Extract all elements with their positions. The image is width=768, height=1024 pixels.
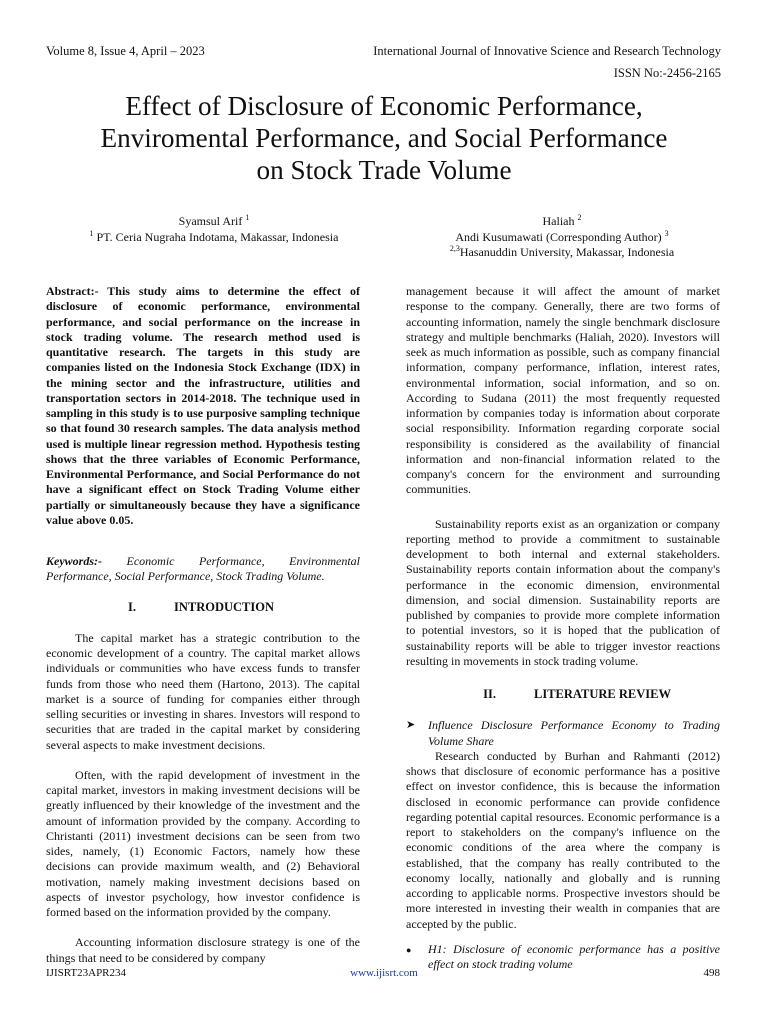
author-block-left	[46, 214, 382, 245]
paragraph: Accounting information disclosure strategy is one of the things that need to be considered by company	[46, 935, 360, 965]
page-number: 498	[703, 967, 720, 979]
footer-website-link[interactable]: www.ijisrt.com	[350, 967, 418, 979]
right-column	[406, 284, 720, 972]
running-header-right: International Journal of Innovative Science and Research Technology	[373, 44, 721, 58]
section-title: INTRODUCTION	[174, 599, 275, 614]
section-number: II.	[483, 687, 496, 701]
title-line-2: Enviromental Performance, and Social Performance	[100, 123, 668, 153]
author-name: Syamsul Arif $^1$	[178, 213, 250, 228]
keywords-label: Keywords:-	[46, 554, 102, 568]
section-title: LITERATURE REVIEW	[534, 687, 671, 701]
author-affiliation: $^1$ PT. Ceria Nugraha Indotama, Makassar, Indonesia	[89, 228, 339, 244]
author-name: Haliah $^2$	[542, 213, 582, 228]
keywords	[46, 554, 360, 585]
abstract: Abstract:- This study aims to determine the effect of disclosure of economic performance, environmental performance, and social performance on the increase in stock trading volume. The research method used is quantitative research. The targets in this study are companies listed on the Indonesia Stock Exchange (IDX) in the mining sector and the infrastructure, utilities and transportation sectors in 2014-2018. The technique used in sampling in this study is to use purposive sampling technique so that found 30 research samples. The data analysis method used is multiple linear regression method. Hypothesis testing shows that the three variables of Economic Performance, Environmental Performance, and Social Performance do not have a significant effect on Stock Trading Volume either partially or simultaneously because they have a significance value above 0.05.	[46, 284, 360, 527]
subsection-heading	[406, 718, 720, 749]
left-column	[46, 284, 360, 981]
title-line-3: on Stock Trade Volume	[256, 155, 512, 185]
author-block-right	[394, 214, 730, 261]
paragraph: management because it will affect the amount of market response to the company. Generally, there are two forms of accounting information, namely the single benchmark disclosure strategy and multiple benchmarks (Haliah, 2020). Investors will seek as much information as possible, such as company financial information, company performance, inflation, interest rates, environmental information, social information, and so on. According to Sudana (2011) the most frequently requested information by companies today is information about corporate social responsibility. Information regarding corporate social responsibility is considered as the availability of financial information and non-financial information related to the company's concern for the environment and surrounding communities.	[406, 284, 720, 497]
footer-left: IJISRT23APR234	[46, 967, 127, 979]
arrow-bullet-icon: ➤	[406, 719, 416, 732]
issn: ISSN No:-2456-2165	[613, 66, 721, 80]
section-heading-introduction	[46, 600, 360, 615]
paragraph: The capital market has a strategic contribution to the economic development of a country. The capital market allows individuals or communities who have excess funds to transfer funds from those who need them (Hartono, 2013). The capital market is a source of funding for companies either through selling securities or investing in shares. Investors will respond to securities that are traded in the capital market by considering several aspects to make investment decisions.	[46, 630, 360, 752]
section-heading-literature-review	[406, 687, 720, 702]
author-name: Andi Kusumawati (Corresponding Author) $^3$	[455, 228, 669, 244]
keywords-text: Economic Performance, Environmental Performance, Social Performance, Stock Trading Volume.	[46, 554, 360, 584]
paragraph: Sustainability reports exist as an organization or company reporting method to provide a commitment to sustainable development to both internal and external stakeholders. Sustainability reports contain information about the company's performance in the economic dimension, environmental dimension, and social dimension. Sustainability reports are published by companies to provide more complete information to potential investors, so it is hoped that the publication of sustainability reports will be able to trigger investor reactions resulting in movements in stock trading volume.	[406, 516, 720, 668]
section-number: I.	[128, 599, 136, 614]
paper-title	[40, 90, 728, 186]
title-line-1: Effect of Disclosure of Economic Performance,	[125, 91, 643, 121]
bullet-icon: ●	[406, 944, 412, 955]
subsection-title: Influence Disclosure Performance Economy to Trading Volume Share	[428, 718, 720, 748]
author-affiliation: $^{2,3}$Hasanuddin University, Makassar, Indonesia	[449, 244, 675, 259]
running-header-left: Volume 8, Issue 4, April – 2023	[46, 44, 205, 58]
paragraph: Research conducted by Burhan and Rahmanti (2012) shows that disclosure of economic performance has a positive effect on investor confidence, this is because the information disclosed in economic performance can provide confidence regarding potential capital resources. Economic performance is a report to stakeholders on the company's influence on the economic conditions of the area where the company is established, that the company has really contributed to the economy locally, nationally and globally and is running according to applicable norms. Prospective investors should be more interested in investing their wealth in companies that are accepted by the public.	[406, 748, 720, 931]
hypothesis-text: H1: Disclosure of economic performance has a positive effect on stock trading volume	[428, 941, 720, 971]
paragraph: Often, with the rapid development of investment in the capital market, investors in making investment decisions will be greatly influenced by their knowledge of the investment and the amount of information provided by the company. According to Christanti (2011) investment decisions can be seen from two sides, namely, (1) Economic Factors, namely how these decisions can provide maximum wealth, and (2) Behavioral motivation, namely making investment decisions based on aspects of investor psychology, how investor confidence is formed based on the information provided by the company.	[46, 767, 360, 919]
